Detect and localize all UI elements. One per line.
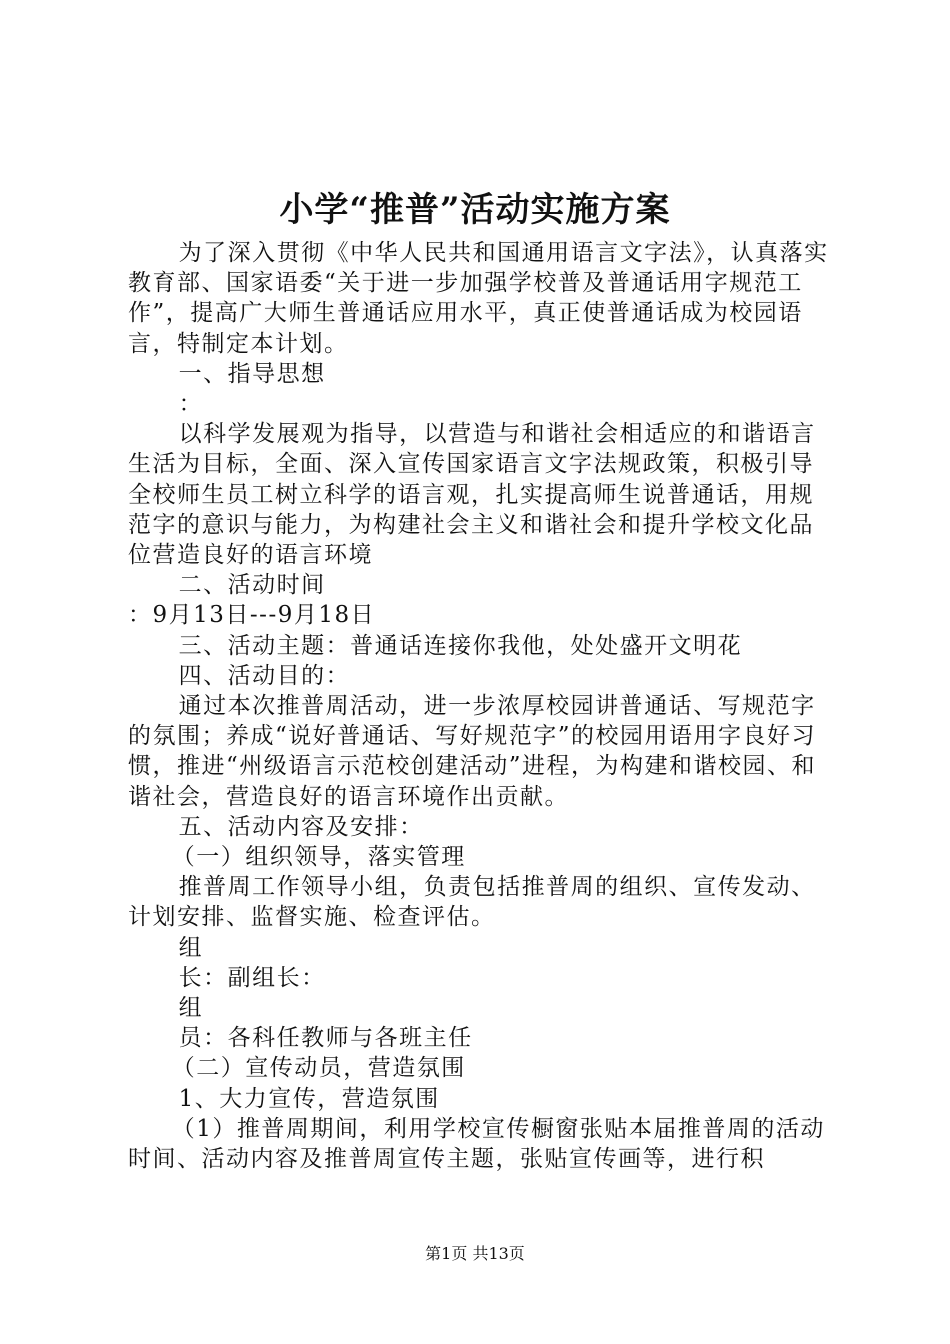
heading-activity-purpose: 四、活动目的： <box>178 662 351 689</box>
document-title: 小学“推普”活动实施方案 <box>279 190 671 230</box>
subheading-publicity-1: 1、大力宣传，营造氛围 <box>178 1085 440 1112</box>
paragraph-colon: ： <box>178 391 204 418</box>
heading-activity-time: 二、活动时间 <box>178 572 326 599</box>
heading-activity-content: 五、活动内容及安排： <box>178 813 424 840</box>
paragraph-activity-time: ：9月13日---9月18日 <box>128 602 376 629</box>
page-number-footer: 第1页 共13页 <box>425 1244 525 1263</box>
subheading-publicity: （二）宣传动员，营造氛围 <box>171 1055 466 1082</box>
paragraph-group-2: 组 <box>178 995 204 1022</box>
paragraph-activity-purpose: 通过本次推普周活动，进一步浓厚校园讲普通话、写规范字的氛围；养成“说好普通话、写好规范字”的校园用语用字良好习惯，推进“州级语言示范校创建活动”进程，为构建和谐校园、和谐社会，营造良好的语言环境作出贡献。 <box>128 693 817 810</box>
heading-guiding-thought: 一、指导思想 <box>178 360 326 387</box>
paragraph-group-members: 员：各科任教师与各班主任 <box>178 1025 473 1052</box>
paragraph-group-leader: 长：副组长： <box>178 964 326 991</box>
heading-activity-theme: 三、活动主题：普通话连接你我他，处处盛开文明花 <box>178 632 743 659</box>
paragraph-publicity-1: （1）推普周期间，利用学校宣传橱窗张贴本届推普周的活动时间、活动内容及推普周宣传主题，张贴宣传画等，进行积 <box>128 1115 825 1173</box>
paragraph-guiding-thought: 以科学发展观为指导，以营造与和谐社会相适应的和谐语言生活为目标，全面、深入宣传国家语言文字法规政策，积极引导全校师生员工树立科学的语言观，扎实提高师生说普通话，用规范字的意识与能力，为构建社会主义和谐社会和提升学校文化品位营造良好的语言环境 <box>128 421 816 569</box>
document-body <box>128 238 834 1174</box>
paragraph-intro: 为了深入贯彻《中华人民共和国通用语言文字法》，认真落实教育部、国家语委“关于进一步加强学校普及普通话用字规范工作”，提高广大师生普通话应用水平，真正使普通话成为校园语言，特制定本计划。 <box>128 240 829 357</box>
paragraph-organization: 推普周工作领导小组，负责包括推普周的组织、宣传发动、计划安排、监督实施、检查评估。 <box>128 874 816 931</box>
subheading-organization: （一）组织领导，落实管理 <box>171 844 466 871</box>
paragraph-group-1: 组 <box>178 934 204 961</box>
